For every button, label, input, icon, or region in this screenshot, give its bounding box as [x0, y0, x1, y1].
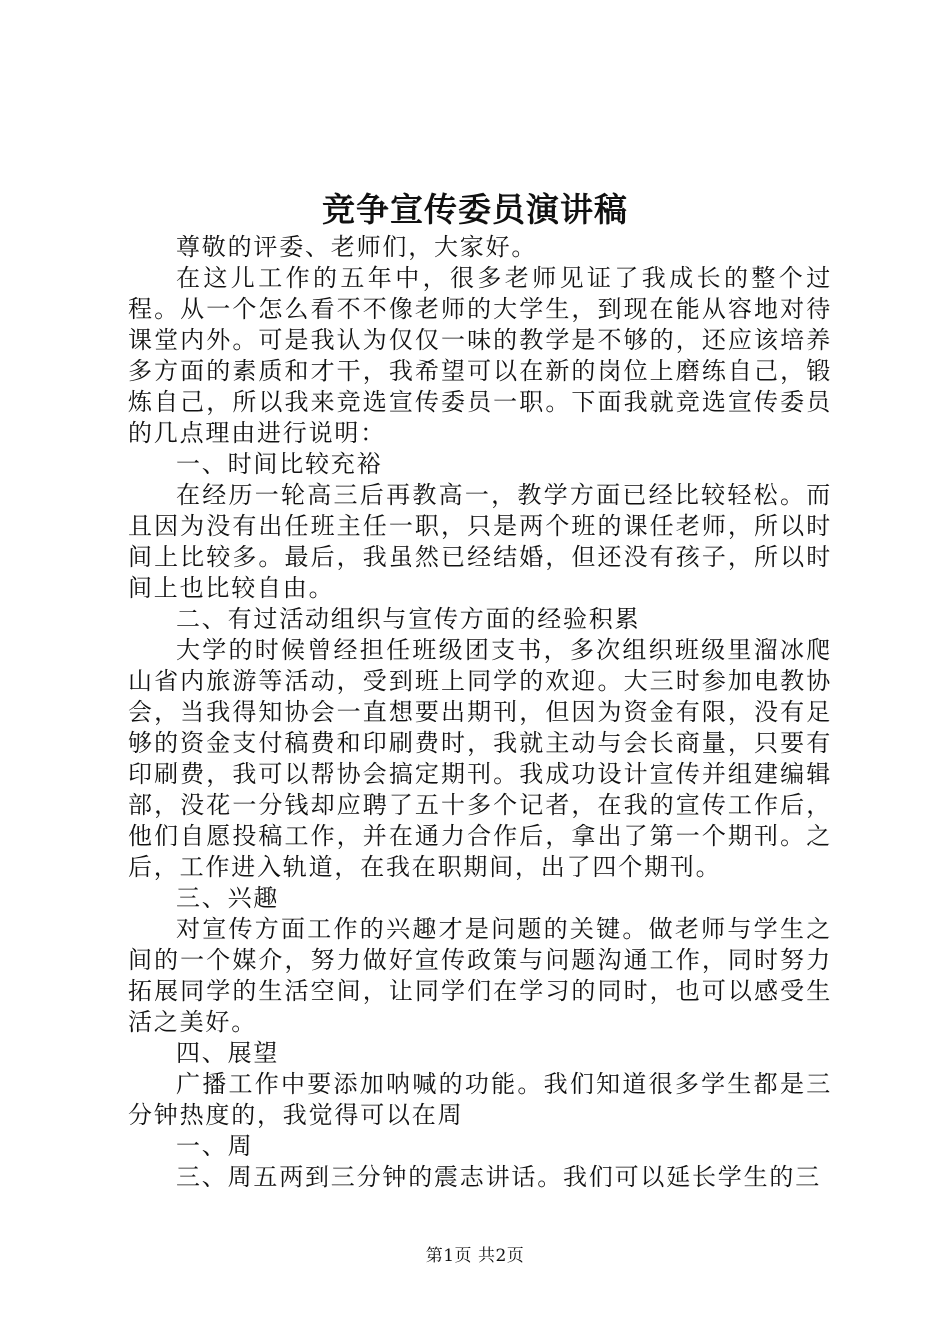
- section-heading-3: 三、兴趣: [176, 884, 280, 912]
- paragraph-section-1: 在经历一轮高三后再教高一，教学方面已经比较轻松。而且因为没有出任班主任一职，只是两个班的课任老师，所以时间上比较多。最后，我虽然已经结婚，但还没有孩子，所以时间上也比较自由。: [128, 481, 832, 602]
- paragraph-section-2: 大学的时候曾经担任班级团支书，多次组织班级里溜冰爬山省内旅游等活动，受到班上同学的欢迎。大三时参加电教协会，当我得知协会一直想要出期刊，但因为资金有限，没有足够的资金支付稿费和印刷费时，我就主动与会长商量，只要有印刷费，我可以帮协会搞定期刊。我成功设计宣传并组建编辑部，没花一分钱却应聘了五十多个记者，在我的宣传工作后，他们自愿投稿工作，并在通力合作后，拿出了第一个期刊。之后，工作进入轨道，在我在职期间，出了四个期刊。: [128, 636, 832, 881]
- paragraph-greeting: 尊敬的评委、老师们，大家好。: [176, 233, 538, 261]
- document-body: [128, 232, 832, 1193]
- document-title: 竞争宣传委员演讲稿: [322, 190, 628, 229]
- page-footer: 第1页 共2页: [425, 1246, 525, 1266]
- section-heading-2: 二、有过活动组织与宣传方面的经验积累: [176, 605, 641, 633]
- paragraph-fragment-1: 一、周: [176, 1132, 254, 1160]
- paragraph-intro: 在这儿工作的五年中，很多老师见证了我成长的整个过程。从一个怎么看不不像老师的大学生，到现在能从容地对待课堂内外。可是我认为仅仅一味的教学是不够的，还应该培养多方面的素质和才干，我希望可以在新的岗位上磨练自己，锻炼自己，所以我来竞选宣传委员一职。下面我就竞选宣传委员的几点理由进行说明：: [128, 264, 832, 447]
- section-heading-4: 四、展望: [176, 1039, 280, 1067]
- paragraph-section-4: 广播工作中要添加呐喊的功能。我们知道很多学生都是三分钟热度的，我觉得可以在周: [128, 1070, 832, 1129]
- paragraph-section-3: 对宣传方面工作的兴趣才是问题的关键。做老师与学生之间的一个媒介，努力做好宣传政策与问题沟通工作，同时努力拓展同学的生活空间，让同学们在学习的同时，也可以感受生活之美好。: [128, 915, 832, 1036]
- paragraph-fragment-2: 三、周五两到三分钟的震志讲话。我们可以延长学生的三: [176, 1163, 821, 1191]
- section-heading-1: 一、时间比较充裕: [176, 450, 383, 478]
